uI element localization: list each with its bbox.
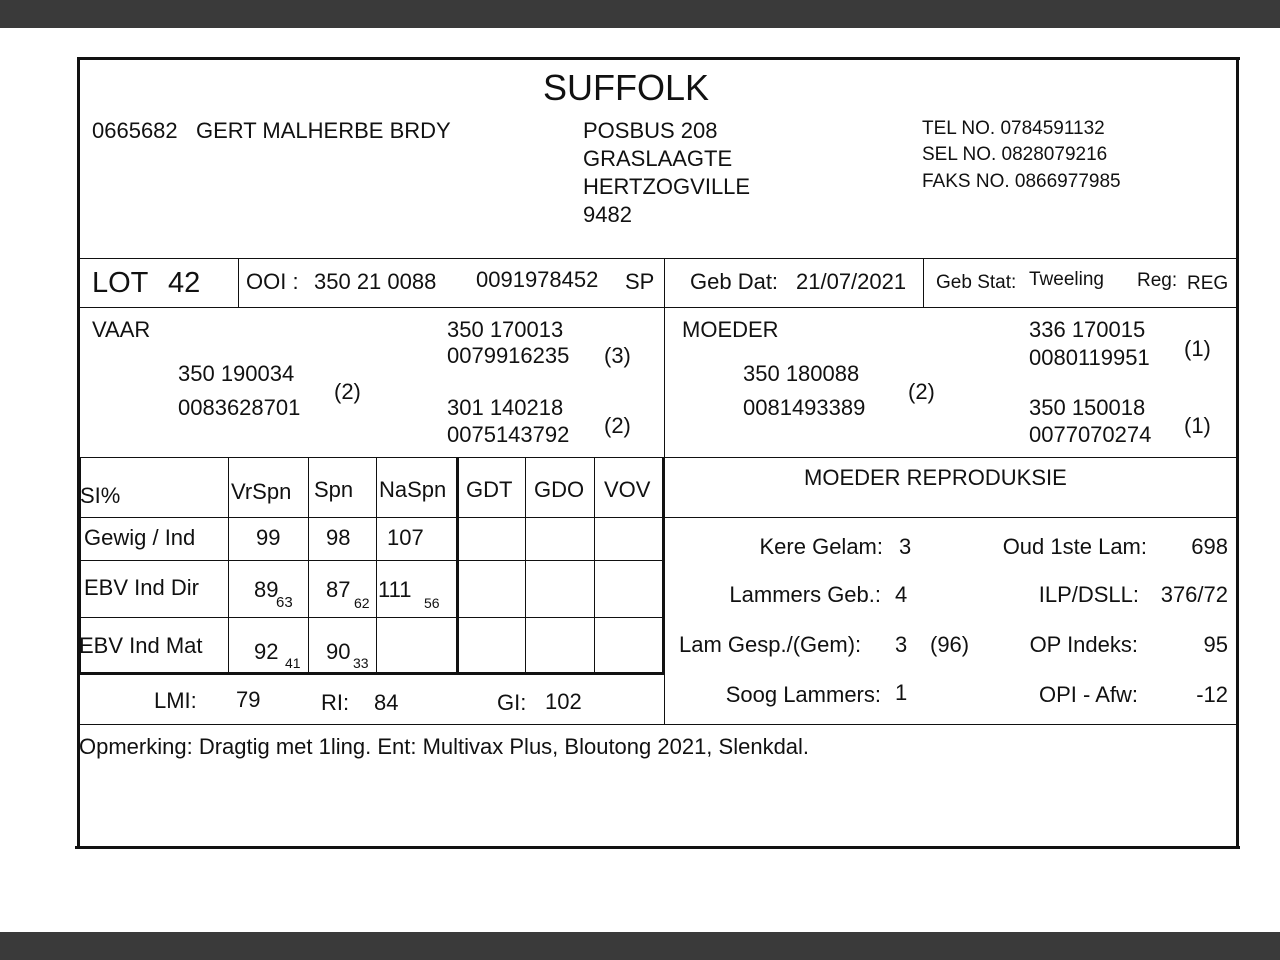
lam-gesp-gem: (96) <box>930 632 970 657</box>
ooi-label: OOI : <box>246 269 299 294</box>
frame-top <box>77 57 1240 60</box>
tel-number: TEL NO. 0784591132 <box>922 118 1105 139</box>
si-header-naspn: NaSpn <box>379 477 447 502</box>
sire-count: (2) <box>334 379 361 404</box>
rule-si-col4 <box>456 457 459 675</box>
dam-dam-count: (1) <box>1184 413 1211 438</box>
si-row2-label: EBV Ind Dir <box>84 575 199 600</box>
si-row2-vrspn: 89 <box>254 577 279 602</box>
opi-value: -12 <box>1196 682 1228 707</box>
ooi-reg: 0091978452 <box>476 267 599 292</box>
faks-number: FAKS NO. 0866977985 <box>922 171 1121 192</box>
si-header-vov: VOV <box>604 477 651 502</box>
lmi-value: 79 <box>236 687 261 712</box>
breeder-name: GERT MALHERBE BRDY <box>196 118 451 143</box>
frame-right <box>1236 57 1239 849</box>
birth-label: Geb Dat: <box>690 269 779 294</box>
si-row3-label: EBV Ind Mat <box>79 633 203 658</box>
repro-title: MOEDER REPRODUKSIE <box>804 465 1067 490</box>
oud-value: 698 <box>1191 534 1228 559</box>
ilp-label: ILP/DSLL: <box>1038 582 1139 607</box>
sire-id: 350 190034 <box>178 361 295 386</box>
dam-sire-id: 336 170015 <box>1029 317 1146 342</box>
dam-id: 350 180088 <box>743 361 860 386</box>
ri-value: 84 <box>374 690 399 715</box>
rule-si-right <box>662 457 665 675</box>
soog-value: 1 <box>895 680 908 705</box>
rule-header <box>80 258 1236 259</box>
dam-reg: 0081493389 <box>743 395 866 420</box>
status-value: Tweeling <box>1029 269 1104 290</box>
si-row1-naspn: 107 <box>387 525 424 550</box>
birth-date: 21/07/2021 <box>796 269 907 294</box>
rule-si-bottom <box>80 672 664 675</box>
si-row3-spn: 90 <box>326 639 351 664</box>
frame-left <box>77 57 80 849</box>
rule-si-col1 <box>228 457 229 674</box>
address-line-4: 9482 <box>583 202 632 227</box>
rule-lot-ooi <box>238 258 239 307</box>
ilp-value: 376/72 <box>1160 582 1228 607</box>
si-header-si: SI% <box>80 483 121 508</box>
si-header-gdo: GDO <box>534 477 585 502</box>
rule-repro-header <box>664 517 1236 518</box>
lmi-label: LMI: <box>154 688 197 713</box>
si-row3-spn-sub: 33 <box>353 655 369 671</box>
gi-label: GI: <box>497 690 527 715</box>
lammers-geb-label: Lammers Geb.: <box>729 582 881 607</box>
si-row3-vrspn: 92 <box>254 639 279 664</box>
rule-si-row2 <box>80 617 664 618</box>
sire-sire-id: 350 170013 <box>447 317 564 342</box>
si-row1-spn: 98 <box>326 525 351 550</box>
remark-text: Opmerking: Dragtig met 1ling. Ent: Multivax Plus, Bloutong 2021, Slenkdal. <box>79 734 810 759</box>
si-row2-naspn-sub: 56 <box>424 595 440 611</box>
oud-label: Oud 1ste Lam: <box>1002 534 1147 559</box>
kere-gelam-value: 3 <box>899 534 912 559</box>
status-label: Geb Stat: <box>936 272 1017 293</box>
sire-sire-count: (3) <box>604 343 631 368</box>
ri-label: RI: <box>321 690 350 715</box>
lam-gesp-label: Lam Gesp./(Gem): <box>679 632 862 657</box>
address-line-2: GRASLAAGTE <box>583 146 733 171</box>
dam-count: (2) <box>908 379 935 404</box>
si-header-gdt: GDT <box>466 477 513 502</box>
rule-si-col3 <box>376 457 377 674</box>
si-header-vrspn: VrSpn <box>231 479 292 504</box>
sire-reg: 0083628701 <box>178 395 301 420</box>
si-row3-vrspn-sub: 41 <box>285 655 301 671</box>
kere-gelam-label: Kere Gelam: <box>759 534 883 559</box>
si-row2-spn-sub: 62 <box>354 595 370 611</box>
lot-number: 42 <box>168 267 201 299</box>
reg-label: Reg: <box>1137 270 1178 291</box>
opi-label: OPI - Afw: <box>1038 682 1138 707</box>
rule-date-stat <box>923 258 924 307</box>
rule-si-header <box>80 517 664 518</box>
dam-dam-reg: 0077070274 <box>1029 422 1152 447</box>
sire-dam-id: 301 140218 <box>447 395 564 420</box>
rule-si-col2 <box>308 457 309 674</box>
si-row2-spn: 87 <box>326 577 351 602</box>
rule-si-row1 <box>80 560 664 561</box>
breed-title: SUFFOLK <box>543 67 710 108</box>
sire-dam-reg: 0075143792 <box>447 422 570 447</box>
dam-dam-id: 350 150018 <box>1029 395 1146 420</box>
lam-gesp-value: 3 <box>895 632 908 657</box>
frame-bottom <box>75 846 1240 849</box>
si-row2-naspn: 111 <box>378 577 412 602</box>
si-header-spn: Spn <box>314 477 354 502</box>
ooi-suffix: SP <box>625 269 655 294</box>
rule-si-col6 <box>594 457 595 674</box>
ooi-id: 350 21 0088 <box>314 269 437 294</box>
si-row2-vrspn-sub: 63 <box>276 594 293 611</box>
dam-sire-reg: 0080119951 <box>1029 345 1150 370</box>
dam-sire-count: (1) <box>1184 336 1211 361</box>
address-line-1: POSBUS 208 <box>583 118 718 143</box>
rule-lot <box>80 307 1236 308</box>
sire-label: VAAR <box>92 317 151 342</box>
breeder-code: 0665682 <box>92 118 178 143</box>
address-line-3: HERTZOGVILLE <box>583 174 751 199</box>
rule-remark <box>80 724 1236 725</box>
dam-label: MOEDER <box>682 317 779 342</box>
si-row1-label: Gewig / Ind <box>84 525 196 550</box>
op-label: OP Indeks: <box>1029 632 1138 657</box>
op-value: 95 <box>1203 632 1228 657</box>
lammers-geb-value: 4 <box>895 582 908 607</box>
lot-label: LOT <box>92 267 149 299</box>
gi-value: 102 <box>545 689 582 714</box>
si-row1-vrspn: 99 <box>256 525 281 550</box>
sel-number: SEL NO. 0828079216 <box>922 144 1108 165</box>
soog-label: Soog Lammers: <box>725 682 881 707</box>
sire-sire-reg: 0079916235 <box>447 343 570 368</box>
rule-si-col5 <box>525 457 526 674</box>
reg-value: REG <box>1187 273 1229 294</box>
rule-pedigree <box>80 457 1236 458</box>
sire-dam-count: (2) <box>604 413 631 438</box>
